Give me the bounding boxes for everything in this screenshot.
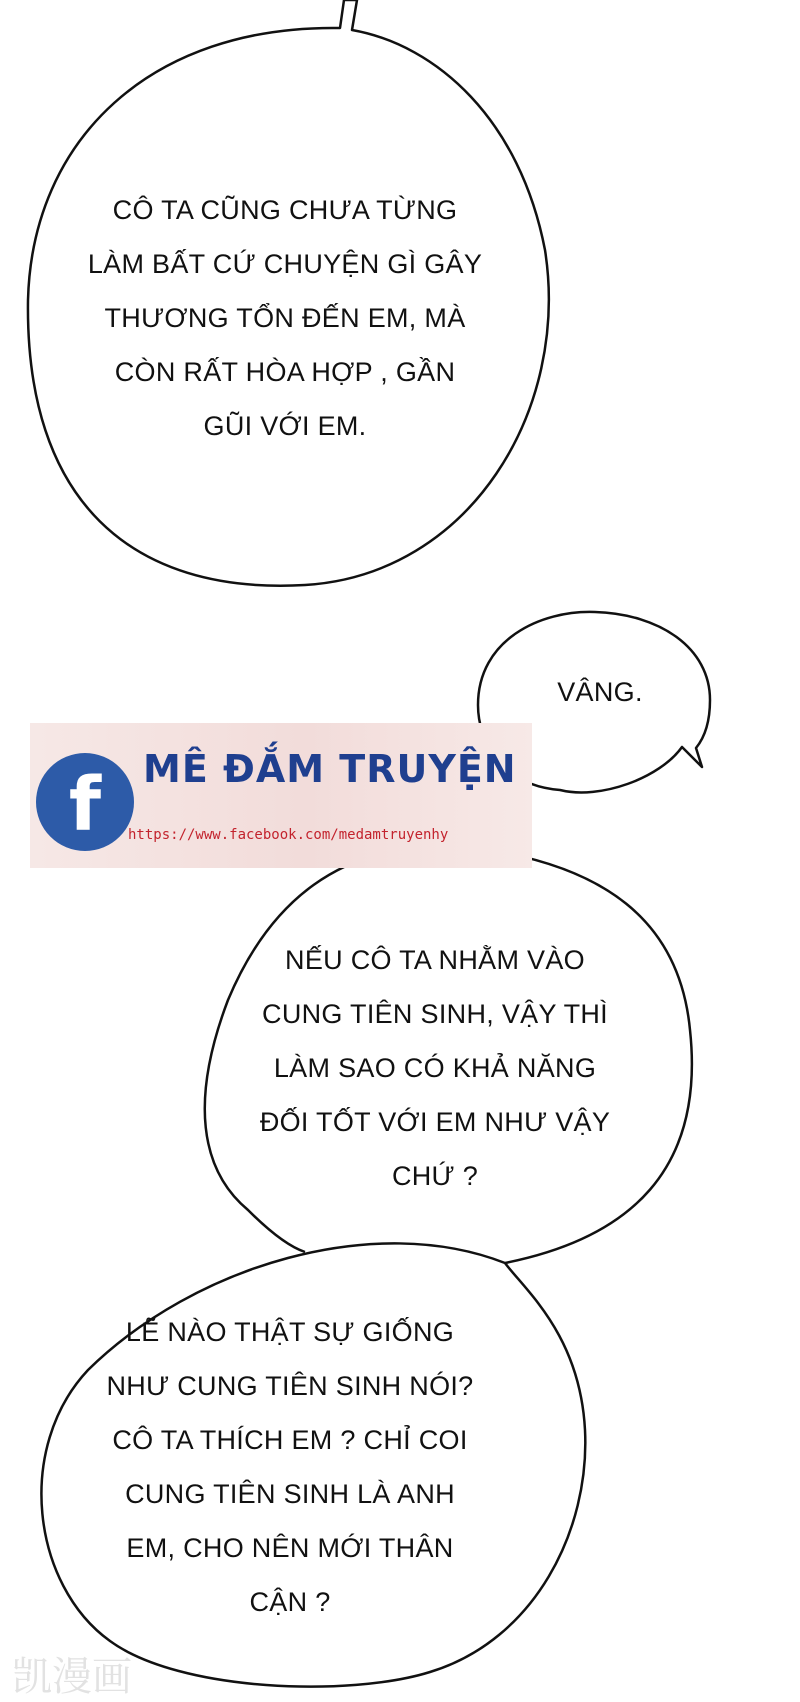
bubble-1-line: THƯƠNG TỔN ĐẾN EM, MÀ [104,303,466,333]
banner-url[interactable]: https://www.facebook.com/medamtruyenhy [128,827,449,843]
bubble-4-text [70,1305,510,1629]
bubble-3-line: NẾU CÔ TA NHẰM VÀO [285,945,585,975]
banner-title: MÊ ĐẮM TRUYỆN [143,747,517,791]
facebook-banner [30,723,532,868]
bubble-3-text [220,933,650,1203]
bubble-1-line: LÀM BẤT CỨ CHUYỆN GÌ GÂY [87,249,483,279]
facebook-icon [36,753,134,851]
bubble-4-line: CẬN ? [249,1587,331,1617]
bubble-4-line: CÔ TA THÍCH EM ? CHỈ COI [112,1425,468,1455]
bubble-4-line: CUNG TIÊN SINH LÀ ANH [125,1479,455,1509]
bubble-3-line: ĐỐI TỐT VỚI EM NHƯ VẬY [259,1107,611,1137]
bubble-2-text [505,665,695,719]
bubble-4-line: NHƯ CUNG TIÊN SINH NÓI? [106,1371,474,1401]
facebook-letter: f [68,762,102,848]
bubble-1-line: GŨI VỚI EM. [203,411,367,441]
bubble-1-line: CÔ TA CŨNG CHƯA TỪNG [112,195,458,225]
bubble-3-line: CHỨ ? [391,1161,479,1191]
bubble-1-text [70,183,500,453]
bubble-3-line: CUNG TIÊN SINH, VẬY THÌ [262,999,608,1029]
site-watermark: 凯漫画 [12,1654,132,1700]
bubble-2-line: VÂNG. [557,677,643,707]
bubble-4-line: EM, CHO NÊN MỚI THÂN [126,1533,454,1563]
bubble-4-line: LẼ NÀO THẬT SỰ GIỐNG [125,1317,455,1347]
bubble-3-line: LÀM SAO CÓ KHẢ NĂNG [273,1053,597,1083]
bubble-1-line: CÒN RẤT HÒA HỢP , GẦN [114,357,456,387]
